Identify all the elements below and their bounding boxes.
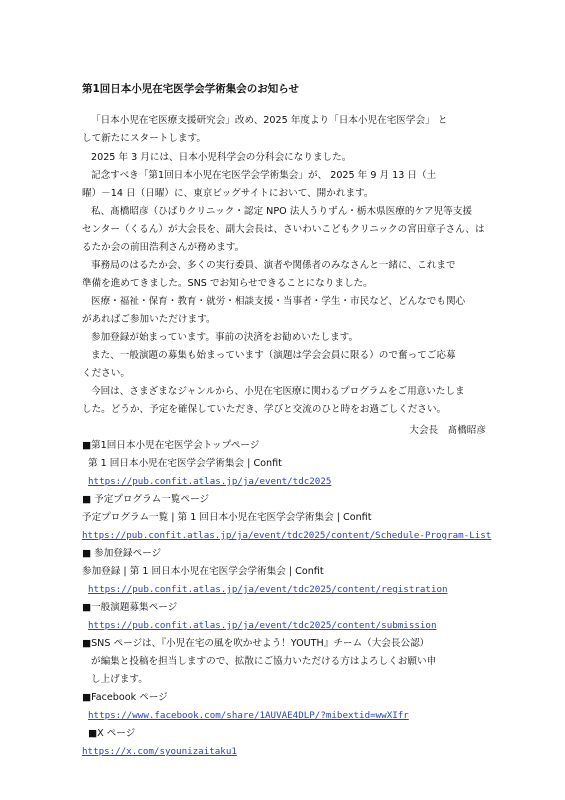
registration-page-title: 参加登録 | 第 1 回日本小児在宅医学会学術集会 | Confit [82, 566, 324, 577]
program-heading: ■ 予定プログラム一覧ページ [82, 494, 209, 505]
document-title: 第1回日本小児在宅医学会学術集会のお知らせ [82, 83, 299, 95]
top-page-heading: ■第1回日本小児在宅医学会トップページ [82, 440, 260, 451]
body-line: 2025 年 3 月には、日本小児科学会の分科会になりました。 [91, 152, 352, 163]
body-line: した。どうか、予定を確保していただき、学びと交流のひと時をお過ごしください。 [82, 404, 447, 415]
body-line: 事務局のはるたか会、多くの実行委員、演者や関係者のみなさんと一緒に、これまで [91, 260, 456, 271]
facebook-heading: ■Facebook ページ [82, 692, 168, 703]
body-line: 参加登録が始まっています。事前の決済をお勧めいたします。 [91, 332, 359, 343]
body-line: 曜）－14 日（日曜）に、東京ビッグサイトにおいて、開かれます。 [82, 188, 374, 199]
body-line: 「日本小児在宅医療支援研究会」改め、2025 年度より「日本小児在宅医学会」 と [91, 115, 448, 126]
body-line: センター（くるん）が大会長を、副大会長は、さいわいこどもクリニックの宮田章子さん、は [82, 224, 485, 235]
x-heading: ■X ページ [88, 728, 136, 739]
body-line: 医療・福祉・保育・教育・就労・相談支援・当事者・学生・市民など、どんなでも関心 [91, 296, 466, 307]
body-line: 記念すべき「第1回日本小児在宅医学会学術集会」が、 2025 年 9 月 13 日（土 [91, 170, 437, 181]
body-line: また、一般演題の募集も始まっています（演題は学会会員に限る）ので奮ってご応募 [91, 350, 456, 361]
body-line: 私、髙橋昭彦（ひばりクリニック・認定 NPO 法人うりずん・栃木県医療的ケア児等支援 [91, 206, 473, 217]
program-link[interactable]: https://pub.confit.atlas.jp/ja/event/tdc2025/content/Schedule-Program-List [82, 530, 492, 541]
sns-text: し上げます。 [91, 674, 148, 685]
body-line: があればご参加いただけます。 [82, 314, 216, 325]
registration-heading: ■ 参加登録ページ [82, 548, 162, 559]
body-line: ください。 [82, 368, 130, 379]
sns-text: が編集と投稿を担当しますので、拡散にご協力いただける方はよろしくお願い申 [91, 656, 437, 667]
signature: 大会長 髙橋昭彦 [409, 425, 486, 436]
submission-link[interactable]: https://pub.confit.atlas.jp/ja/event/tdc2025/content/submission [88, 620, 437, 631]
program-page-title: 予定プログラム一覧 | 第 1 回日本小児在宅医学会学術集会 | Confit [82, 512, 372, 523]
body-line: るたか会の前田浩利さんが務めます。 [82, 242, 245, 253]
x-link[interactable]: https://x.com/syounizaitaku1 [82, 746, 237, 757]
top-page-title: 第 1 回日本小児在宅医学会学術集会 | Confit [88, 458, 282, 469]
registration-link[interactable]: https://pub.confit.atlas.jp/ja/event/tdc2025/content/registration [88, 584, 448, 595]
facebook-link[interactable]: https://www.facebook.com/share/1AUVAE4DLP/?mibextid=wwXIfr [88, 710, 409, 721]
top-page-link[interactable]: https://pub.confit.atlas.jp/ja/event/tdc2025 [88, 476, 332, 487]
submission-heading: ■一般演題募集ページ [82, 602, 178, 613]
body-line: 準備を進めてきました。SNS でお知らせできることになりました。 [82, 278, 373, 289]
body-line: 今回は、さまざまなジャンルから、小児在宅医療に関わるプログラムをご用意いたしま [91, 386, 465, 397]
sns-heading: ■SNS ページは、『小児在宅の風を吹かせよう！YOUTH』チーム（大会長公認） [82, 638, 430, 649]
body-line: して新たにスタートします。 [82, 133, 206, 144]
